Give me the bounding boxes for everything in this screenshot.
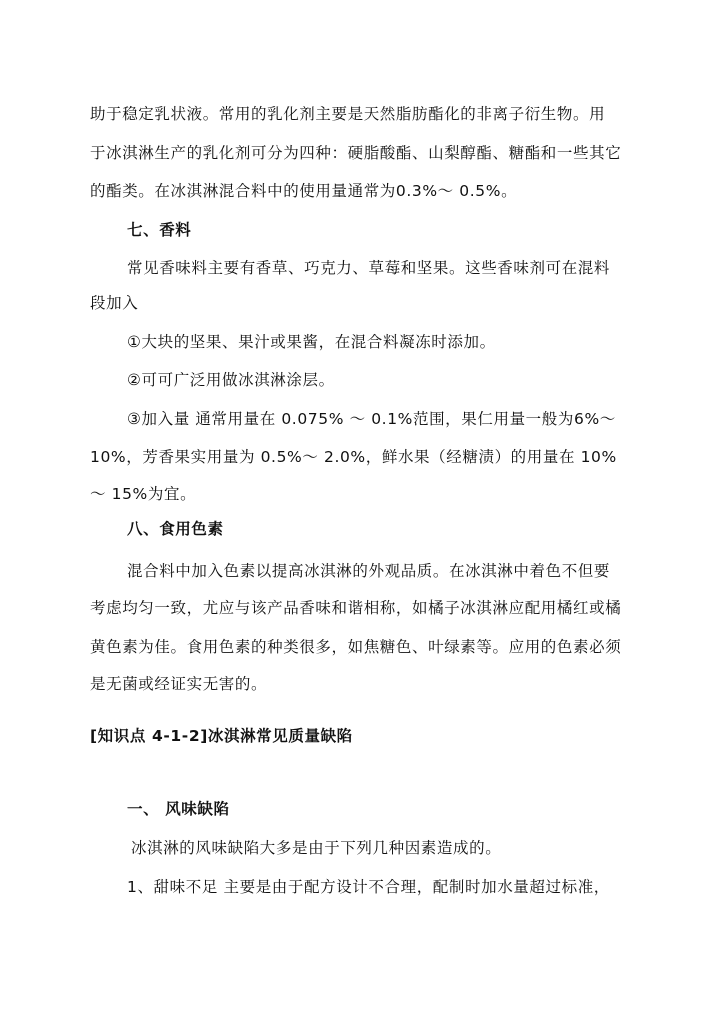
list-item-3: ③加入量 通常用量在 0.075% ～ 0.1%范围，果仁用量一般为6%～ (127, 410, 616, 428)
section-heading-colorants: 八、食用色素 (127, 520, 224, 538)
body-line-12: 冰淇淋的风味缺陷大多是由于下列几种因素造成的。 (131, 839, 502, 857)
body-line-1: 助于稳定乳状液。常用的乳化剂主要是天然脂肪酯化的非离子衍生物。用 (90, 105, 606, 123)
list-item-1: ①大块的坚果、果汁或果酱，在混合料凝冻时添加。 (127, 333, 496, 351)
body-line-9: 考虑均匀一致，尤应与该产品香味和谐相称，如橘子冰淇淋应配用橘红或橘 (90, 599, 622, 617)
body-line-7: ～ 15%为宜。 (90, 485, 197, 503)
body-line-3: 的酯类。在冰淇淋混合料中的使用量通常为0.3%～ 0.5%。 (90, 182, 518, 200)
knowledge-point-heading: [知识点 4-1-2]冰淇淋常见质量缺陷 (90, 727, 353, 745)
list-item-2: ②可可广泛用做冰淇淋涂层。 (127, 371, 335, 389)
body-line-11: 是无菌或经证实无害的。 (90, 675, 268, 693)
section-heading-flavoring: 七、香料 (127, 221, 192, 239)
body-line-6: 10%，芳香果实用量为 0.5%～ 2.0%，鲜水果（经糖渍）的用量在 10% (90, 448, 617, 466)
body-line-4: 常见香味料主要有香草、巧克力、草莓和坚果。这些香味剂可在混料 (127, 259, 611, 277)
body-line-13: 1、甜味不足 主要是由于配方设计不合理，配制时加水量超过标准， (127, 878, 610, 896)
body-line-10: 黄色素为佳。食用色素的种类很多，如焦糖色、叶绿素等。应用的色素必须 (90, 638, 622, 656)
body-line-2: 于冰淇淋生产的乳化剂可分为四种：硬脂酸酯、山梨醇酯、糖酯和一些其它 (90, 144, 622, 162)
body-line-8: 混合料中加入色素以提高冰淇淋的外观品质。在冰淇淋中着色不但要 (127, 562, 611, 580)
body-line-5: 段加入 (90, 294, 139, 312)
section-heading-flavor-defects: 一、 风味缺陷 (127, 800, 230, 818)
